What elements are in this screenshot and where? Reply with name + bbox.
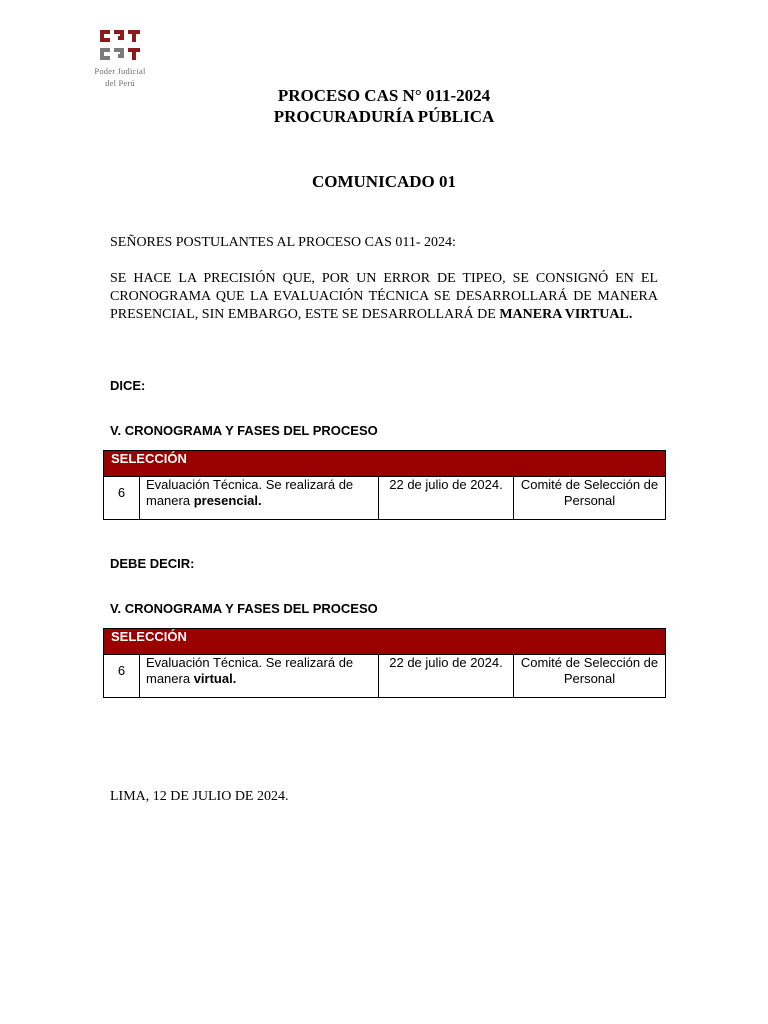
row-number: 6 (104, 655, 140, 698)
table-header-row (104, 629, 666, 655)
document-subtitle: PROCURADURÍA PÚBLICA (273, 107, 495, 126)
salutation: SEÑORES POSTULANTES AL PROCESO CAS 011- 2024: (110, 235, 456, 250)
communique-title: COMUNICADO 01 (311, 172, 457, 191)
document-title: PROCESO CAS N° 011-2024 (277, 86, 491, 105)
debe-decir-schedule-table (103, 628, 666, 698)
logo-text-line1: Poder Judicial (94, 66, 146, 76)
dice-section-title: V. CRONOGRAMA Y FASES DEL PROCESO (110, 423, 378, 438)
debe-decir-label: DEBE DECIR: (110, 556, 195, 571)
table-row (104, 477, 666, 520)
body-text: SE HACE LA PRECISIÓN QUE, POR UN ERROR DE TIPEO, SE CONSIGNÓ EN EL CRONOGRAMA QUE LA EVALUACIÓN TÉCNICA SE DESARROLLARÁ DE MANERA PRESENCIAL, SIN EMBARGO, ESTE SE DESARROLLARÁ DE (110, 271, 658, 322)
poder-judicial-emblem-icon (98, 28, 142, 64)
debe-decir-section-title: V. CRONOGRAMA Y FASES DEL PROCESO (110, 601, 378, 616)
body-text-bold: MANERA VIRTUAL. (499, 307, 633, 322)
row-responsible: Comité de Selección de Personal (514, 477, 666, 520)
row-responsible: Comité de Selección de Personal (514, 655, 666, 698)
row-description: Evaluación Técnica. Se realizará de manera virtual. (140, 655, 379, 698)
table-row (104, 655, 666, 698)
row-date: 22 de julio de 2024. (379, 477, 514, 520)
place-and-date: LIMA, 12 DE JULIO DE 2024. (110, 789, 289, 804)
row-description: Evaluación Técnica. Se realizará de manera presencial. (140, 477, 379, 520)
body-paragraph (110, 270, 658, 324)
row-number: 6 (104, 477, 140, 520)
row-date: 22 de julio de 2024. (379, 655, 514, 698)
poder-judicial-logo (80, 28, 160, 88)
table-header: SELECCIÓN (104, 629, 666, 655)
table-header: SELECCIÓN (104, 451, 666, 477)
dice-schedule-table (103, 450, 666, 520)
row-description-bold: virtual. (193, 671, 237, 686)
logo-text-line2: del Perú (105, 78, 135, 88)
row-description-bold: presencial. (193, 493, 262, 508)
dice-label: DICE: (110, 378, 146, 393)
table-header-row (104, 451, 666, 477)
